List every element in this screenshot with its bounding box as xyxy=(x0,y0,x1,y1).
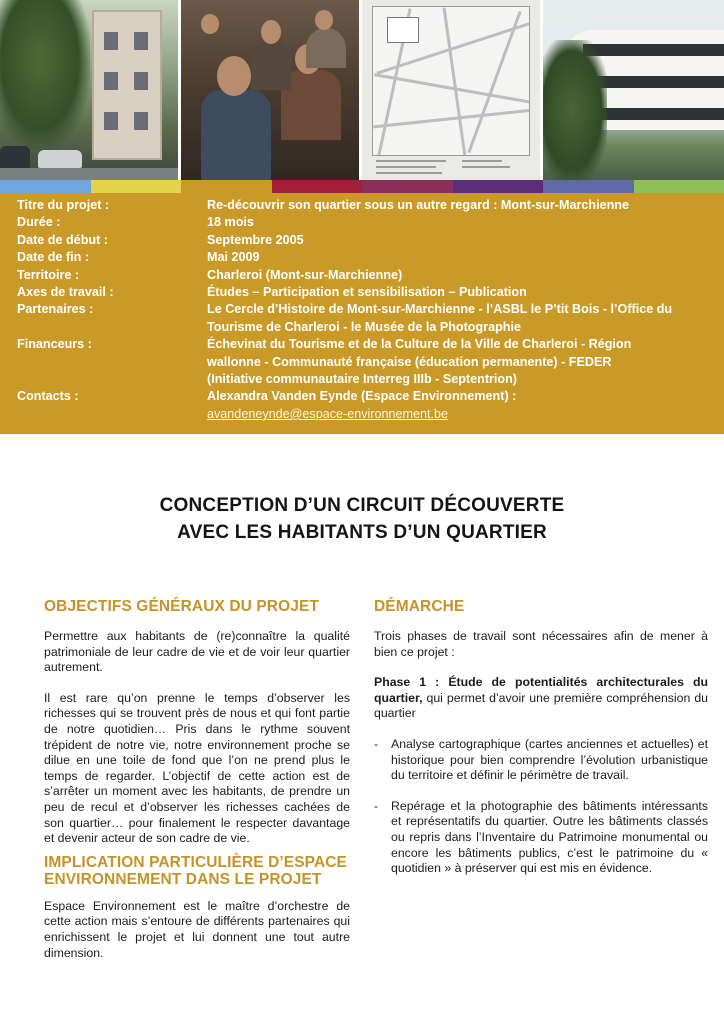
color-segment xyxy=(634,180,724,193)
info-value-line: (Initiative communautaire Interreg IIIb - Septentrion) xyxy=(207,372,517,387)
project-info-panel xyxy=(0,193,724,434)
section-heading-approach: DÉMARCHE xyxy=(374,598,465,615)
info-label: Territoire : xyxy=(17,267,80,282)
info-row-work-axes xyxy=(0,284,724,301)
info-row-end-date xyxy=(0,249,724,266)
color-segment xyxy=(543,180,634,193)
color-segment xyxy=(453,180,544,193)
info-label: Financeurs : xyxy=(17,337,92,352)
dash-marker: - xyxy=(374,736,379,751)
header-color-bar xyxy=(0,180,724,193)
paragraph: Permettre aux habitants de (re)connaître la qualité patrimoniale de leur cadre de vie et de voir leur quartier autrement. xyxy=(44,629,350,675)
paragraph: Espace Environnement est le maître d’orchestre de cette action mais s’entoure de différents partenaires qui enrichissent le projet et lui donnent une tout autre dimension. xyxy=(44,898,350,960)
list-item xyxy=(374,737,708,784)
photo-district-map xyxy=(362,0,540,180)
phase-title: Phase 1 : Étude de potentialités architecturales du quartier, xyxy=(374,675,708,705)
color-segment xyxy=(91,180,182,193)
heading-line: ENVIRONNEMENT DANS LE PROJET xyxy=(44,870,322,888)
info-row-start-date xyxy=(0,232,724,249)
info-value-line: Alexandra Vanden Eynde (Espace Environnement) : xyxy=(207,389,517,404)
heading-line: IMPLICATION PARTICULIÈRE D’ESPACE xyxy=(44,853,347,871)
info-value-line: Échevinat du Tourisme et de la Culture de la Ville de Charleroi - Région xyxy=(207,337,632,352)
contact-email-link[interactable]: avandeneynde@espace-environnement.be xyxy=(207,406,449,421)
info-value xyxy=(207,388,712,423)
info-value xyxy=(207,336,712,388)
dash-marker: - xyxy=(374,798,379,813)
info-row-duration xyxy=(0,214,724,231)
list-item-text: Repérage et la photographie des bâtiments intéressants et représentatifs du quartier. Outre les bâtiments classés ou repris dans l’Inventaire du Patrimoine monumental ou encore les bâtiments publics, c’est le patrimoine du « quotidien » à préserver qui est mis en évidence. xyxy=(391,798,708,876)
photo-audience-meeting xyxy=(181,0,359,180)
header-photo-strip xyxy=(0,0,724,180)
info-row-funders xyxy=(0,336,724,388)
paragraph: Trois phases de travail sont nécessaires afin de mener à bien ce projet : xyxy=(374,629,708,659)
info-label: Partenaires : xyxy=(17,302,94,317)
paragraph: Il est rare qu’on prenne le temps d’observer les richesses qui se trouvent près de nous et qui font partie de notre quotidien… Pris dans le rythme souvent trépident de notre vie, notre environnement proche se dilue en une toile de fond que l’on ne prend plus le temps de regarder. L’objectif de cette action est de s’arrêter un moment avec les habitants, de prendre un peu de recul et d’observer les richesses cachées de son quartier… pour finalement le respecter davantage et devenir acteur de son cadre de vie. xyxy=(44,690,350,846)
info-label: Durée : xyxy=(17,215,61,230)
color-segment xyxy=(362,180,453,193)
info-label: Date de début : xyxy=(17,232,108,247)
section-heading-involvement xyxy=(44,854,350,888)
info-label: Titre du projet : xyxy=(17,198,110,212)
info-label: Axes de travail : xyxy=(17,285,114,300)
title-line: AVEC LES HABITANTS D’UN QUARTIER xyxy=(177,522,547,543)
info-row-territory xyxy=(0,267,724,284)
right-column xyxy=(374,598,708,877)
info-value: Mai 2009 xyxy=(207,250,260,265)
info-value xyxy=(207,301,712,336)
left-column xyxy=(44,598,350,961)
info-value-line: Le Cercle d’Histoire de Mont-sur-Marchienne - l’ASBL le P’tit Bois - l’Office du xyxy=(207,302,673,317)
info-value: Septembre 2005 xyxy=(207,232,304,247)
phase-paragraph xyxy=(374,675,708,722)
info-row-contacts xyxy=(0,388,724,423)
info-row-partners xyxy=(0,301,724,336)
page-title xyxy=(0,492,724,546)
info-value: Études – Participation et sensibilisation – Publication xyxy=(207,285,527,300)
info-value: Re-découvrir son quartier sous un autre regard : Mont-sur-Marchienne xyxy=(207,198,629,212)
section-heading-objectives: OBJECTIFS GÉNÉRAUX DU PROJET xyxy=(44,598,319,615)
info-value-line: wallonne - Communauté française (éducation permanente) - FEDER xyxy=(207,354,612,369)
color-segment xyxy=(181,180,272,193)
info-label: Date de fin : xyxy=(17,250,90,265)
phase-description: qui permet d’avoir une première compréhension du quartier xyxy=(374,690,708,721)
title-line: CONCEPTION D’UN CIRCUIT DÉCOUVERTE xyxy=(159,495,565,516)
info-row-title xyxy=(0,197,724,214)
info-label: Contacts : xyxy=(17,389,79,404)
list-item-text: Analyse cartographique (cartes anciennes et actuelles) et historique pour bien comprendre l’évolution urbanistique du territoire et définir le périmètre de travail. xyxy=(391,736,708,783)
photo-modernist-building xyxy=(543,0,724,180)
info-value: Charleroi (Mont-sur-Marchienne) xyxy=(207,267,403,282)
color-segment xyxy=(272,180,363,193)
info-value: 18 mois xyxy=(207,215,254,230)
photo-street-houses xyxy=(0,0,178,180)
list-item xyxy=(374,799,708,877)
info-value-line: Tourisme de Charleroi - le Musée de la Photographie xyxy=(207,319,521,334)
color-segment xyxy=(0,180,91,193)
